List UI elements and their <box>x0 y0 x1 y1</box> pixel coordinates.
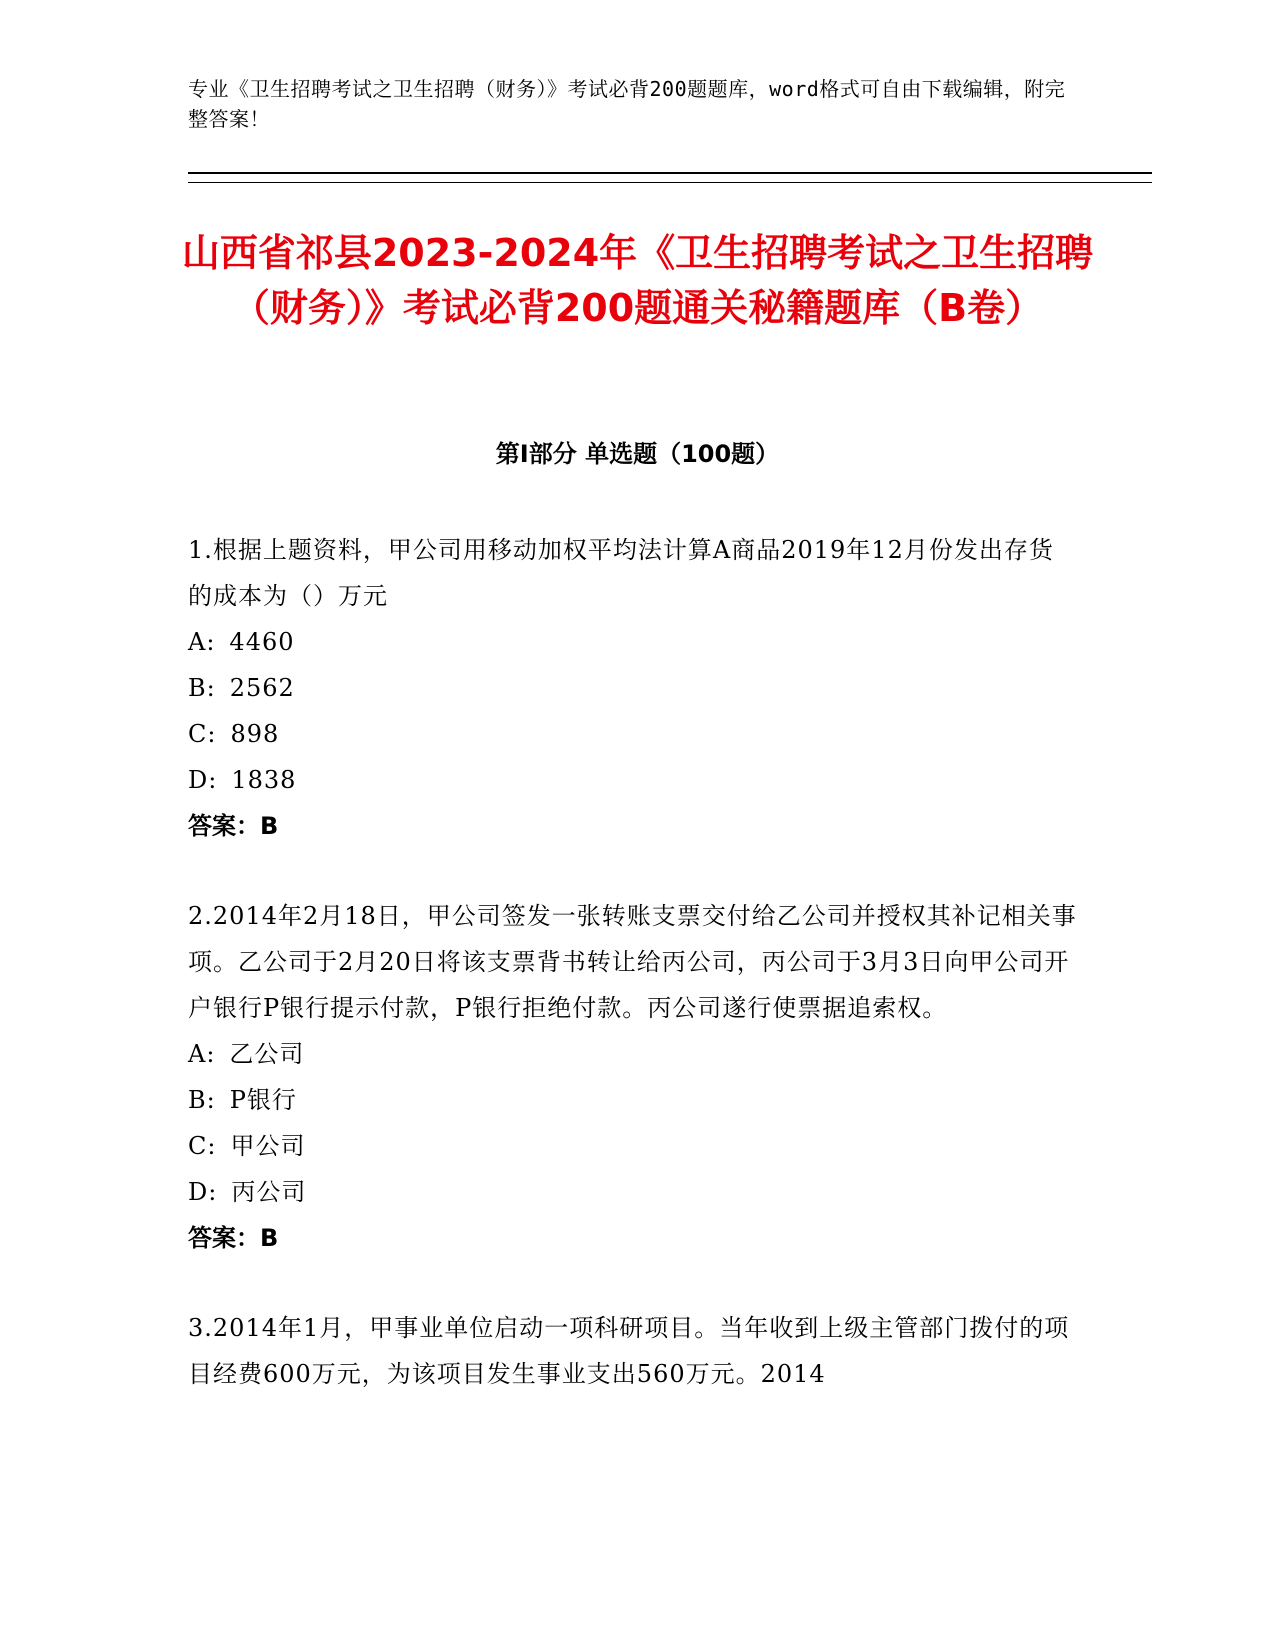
question-3 <box>188 1305 1078 1397</box>
question-2 <box>188 893 1078 1261</box>
question-list <box>188 527 1078 1441</box>
option-letter: C: <box>188 720 217 748</box>
question-text: 1.根据上题资料，甲公司用移动加权平均法计算A商品2019年12月份发出存货的成本为（）万元 <box>188 536 1054 610</box>
question-1 <box>188 527 1078 849</box>
header-note: 专业《卫生招聘考试之卫生招聘（财务）》考试必背200题题库，word格式可自由下载编辑，附完整答案！ <box>188 77 1066 131</box>
option-text: 甲公司 <box>230 1132 306 1160</box>
document-title: 山西省祁县2023-2024年《卫生招聘考试之卫生招聘（财务）》考试必背200题通关秘籍题库（B卷） <box>181 231 1094 330</box>
option-a <box>188 619 1078 665</box>
option-b <box>188 665 1078 711</box>
option-a <box>188 1031 1078 1077</box>
option-letter: C: <box>188 1132 217 1160</box>
option-d <box>188 757 1078 803</box>
option-letter: D: <box>188 766 218 794</box>
question-text: 2.2014年2月18日，甲公司签发一张转账支票交付给乙公司并授权其补记相关事项。乙公司于2月20日将该支票背书转让给丙公司，丙公司于3月3日向甲公司开户银行P银行提示付款，P银行拒绝付款。丙公司遂行使票据追索权。 <box>188 902 1077 1022</box>
header-divider-thin <box>188 182 1152 183</box>
option-b <box>188 1077 1078 1123</box>
question-text: 3.2014年1月，甲事业单位启动一项科研项目。当年收到上级主管部门拨付的项目经费600万元，为该项目发生事业支出560万元。2014 <box>188 1314 1070 1388</box>
answer-line: 答案：B <box>188 812 279 840</box>
section-heading: 第Ⅰ部分 单选题（100题） <box>495 440 780 468</box>
option-letter: B: <box>188 674 216 702</box>
option-c <box>188 1123 1078 1169</box>
option-letter: A: <box>188 628 216 656</box>
option-text: 乙公司 <box>229 1040 305 1068</box>
option-c <box>188 711 1078 757</box>
option-text: 2562 <box>229 674 295 702</box>
header-divider-thick <box>188 172 1152 174</box>
option-letter: B: <box>188 1086 216 1114</box>
option-text: P银行 <box>229 1086 297 1114</box>
answer-line: 答案：B <box>188 1224 279 1252</box>
option-text: 898 <box>230 720 280 748</box>
option-text: 1838 <box>231 766 297 794</box>
option-text: 丙公司 <box>231 1178 307 1206</box>
option-text: 4460 <box>229 628 295 656</box>
option-d <box>188 1169 1078 1215</box>
option-letter: D: <box>188 1178 218 1206</box>
option-letter: A: <box>188 1040 216 1068</box>
